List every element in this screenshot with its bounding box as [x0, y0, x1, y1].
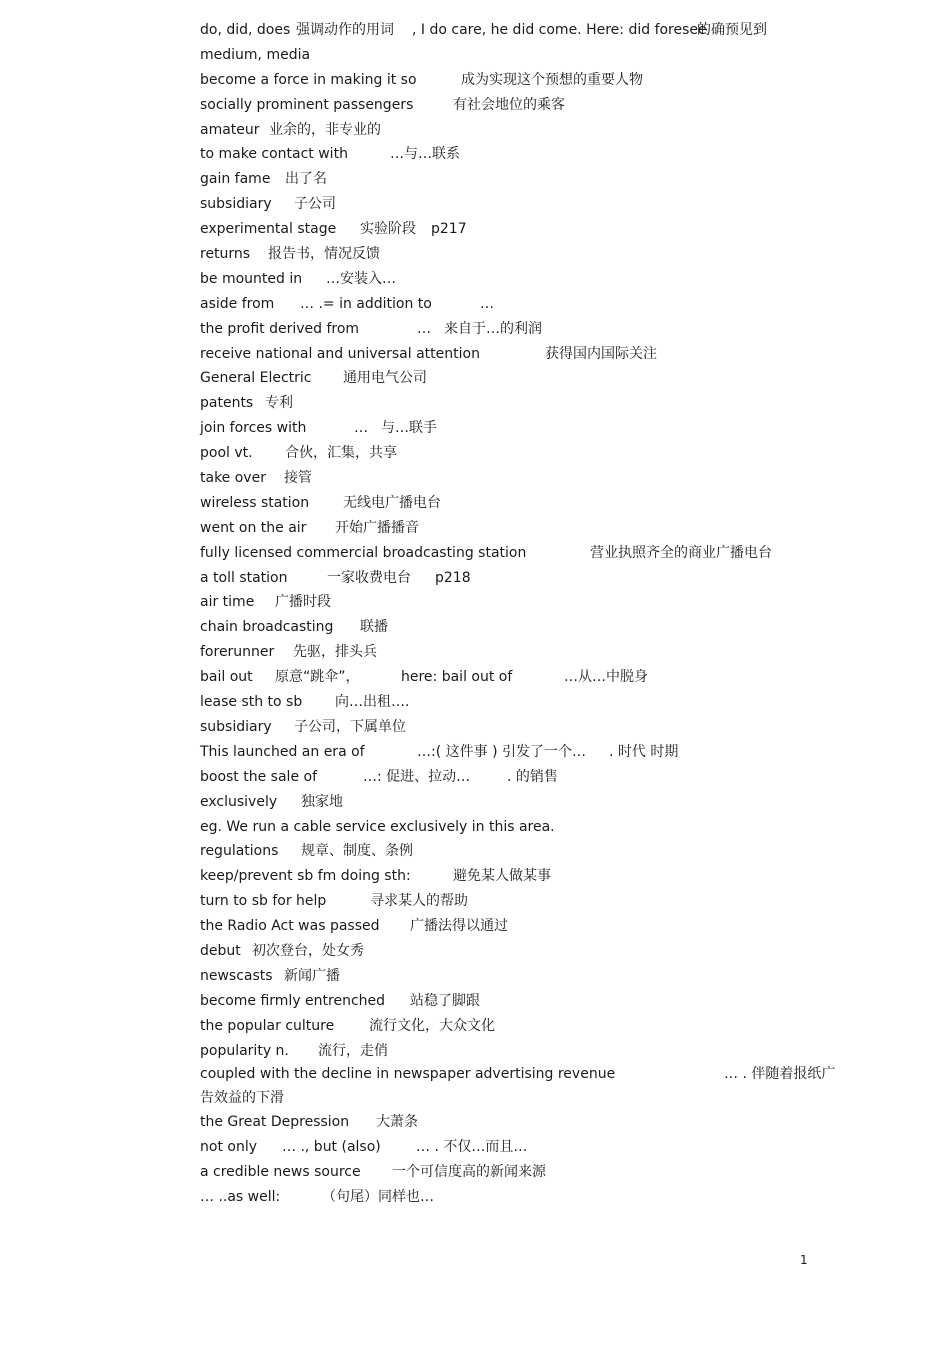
- gloss-text: … .= in addition to: [300, 295, 432, 312]
- gloss-text: 实验阶段: [360, 221, 416, 238]
- vocab-line: [200, 541, 860, 566]
- term-amateur: amateur: [200, 121, 260, 138]
- gloss-text: 成为实现这个预想的重要人物: [461, 71, 643, 88]
- vocab-line: [200, 566, 860, 591]
- vocab-line: [200, 765, 860, 790]
- gloss-text: 业余的，非专业的: [269, 121, 381, 138]
- gloss-text: 来自于…的利润: [444, 320, 542, 337]
- gloss-text-continued: 告效益的下滑: [200, 1089, 284, 1106]
- gloss-text: 广播时段: [275, 594, 331, 611]
- term-as-well: … ..as well:: [200, 1189, 281, 1206]
- term-bail-out: bail out: [200, 669, 253, 686]
- gloss-text: 接管: [284, 470, 312, 487]
- vocab-line: [200, 715, 860, 740]
- gloss-text: p217: [431, 221, 467, 238]
- vocab-line: [200, 516, 860, 541]
- term-not-only: not only: [200, 1139, 257, 1156]
- term-the-popular-culture: the popular culture: [200, 1017, 335, 1034]
- gloss-text: 有社会地位的乘客: [453, 96, 565, 113]
- vocab-line: [200, 242, 860, 267]
- gloss-text: 新闻广播: [284, 967, 340, 984]
- vocabulary-list: [200, 18, 860, 1210]
- gloss-text: 联播: [360, 619, 388, 636]
- term-a-toll-station: a toll station: [200, 569, 288, 586]
- term-eg-we-run-a-cable-service-excl: eg. We run a cable service exclusively in this area.: [200, 818, 555, 835]
- gloss-text: 初次登台，处女秀: [252, 942, 364, 959]
- term-to-make-contact-with: to make contact with: [200, 146, 348, 163]
- term-debut: debut: [200, 942, 241, 959]
- gloss-text: …与…联系: [390, 146, 460, 163]
- gloss-text: 避免某人做某事: [453, 868, 551, 885]
- term-do-did-does: do, did, does: [200, 22, 291, 38]
- gloss-text: 站稳了脚跟: [410, 992, 480, 1009]
- vocab-line: [200, 1110, 860, 1135]
- term-this-launched-an-era-of: This launched an era of: [200, 743, 365, 760]
- gloss-text: 的确预见到: [697, 22, 767, 38]
- term-the-profit-derived-from: the profit derived from: [200, 320, 360, 337]
- term-socially-prominent-passengers: socially prominent passengers: [200, 96, 414, 113]
- gloss-text: 大萧条: [376, 1114, 418, 1131]
- vocab-line: [200, 466, 860, 491]
- gloss-text: 报告书，情况反馈: [268, 246, 380, 263]
- vocab-line: [200, 416, 860, 441]
- vocab-line: [200, 18, 860, 43]
- vocab-line: [200, 889, 860, 914]
- term-medium-media: medium, media: [200, 46, 311, 63]
- vocab-line: [200, 989, 860, 1014]
- gloss-text: 规章、制度、条例: [301, 843, 413, 860]
- vocab-line: [200, 740, 860, 765]
- gloss-text: 一个可信度高的新闻来源: [392, 1164, 546, 1181]
- vocab-line: [200, 366, 860, 391]
- term-wireless-station: wireless station: [200, 494, 310, 511]
- vocab-line: [200, 292, 860, 317]
- term-forerunner: forerunner: [200, 644, 275, 661]
- vocab-line: [200, 939, 860, 964]
- vocab-line: [200, 491, 860, 516]
- term-regulations: regulations: [200, 843, 279, 860]
- vocab-line: [200, 1185, 860, 1210]
- term-gain-fame: gain fame: [200, 171, 271, 188]
- vocab-line: [200, 839, 860, 864]
- term-boost-the-sale-of: boost the sale of: [200, 768, 317, 785]
- vocab-line: [200, 118, 860, 143]
- term-keep-prevent-sb-fm-doing-sth: keep/prevent sb fm doing sth:: [200, 868, 411, 885]
- gloss-text: 获得国内国际关注: [545, 345, 657, 362]
- term-chain-broadcasting: chain broadcasting: [200, 619, 334, 636]
- gloss-text: … . 不仅…而且…: [416, 1139, 528, 1156]
- vocab-line: [200, 93, 860, 118]
- vocab-line: [200, 142, 860, 167]
- vocab-line: [200, 217, 860, 242]
- gloss-text: 子公司: [294, 196, 336, 213]
- gloss-text: 流行，走俏: [318, 1042, 388, 1059]
- gloss-text: 先驱，排头兵: [293, 644, 377, 661]
- vocab-line: [200, 167, 860, 192]
- term-air-time: air time: [200, 594, 255, 611]
- term-join-forces-with: join forces with: [200, 420, 307, 437]
- vocab-line: [200, 640, 860, 665]
- gloss-text: 营业执照齐全的商业广播电台: [590, 544, 772, 561]
- vocab-line: [200, 43, 860, 68]
- term-pool-vt: pool vt.: [200, 445, 253, 462]
- term-general-electric: General Electric: [200, 370, 312, 387]
- gloss-text: 向…出租….: [335, 694, 410, 711]
- gloss-text: 子公司，下属单位: [294, 718, 406, 735]
- term-coupled-with: coupled with the decline in newspaper advertising revenue: [200, 1066, 616, 1083]
- gloss-text: 合伙，汇集，共享: [285, 445, 397, 462]
- term-receive-national-and-universal: receive national and universal attention: [200, 345, 480, 362]
- gloss-text: …安装入…: [326, 270, 396, 287]
- gloss-text: …: 促进、拉动…: [363, 768, 471, 785]
- gloss-text: … ., but (also): [282, 1139, 381, 1156]
- term-fully-licensed-commercial-broa: fully licensed commercial broadcasting station: [200, 544, 527, 561]
- gloss-text: … . 伴随着报纸广: [724, 1066, 836, 1083]
- term-aside-from: aside from: [200, 295, 275, 312]
- gloss-text: …: [417, 320, 431, 337]
- gloss-text: 强调动作的用词: [296, 22, 394, 38]
- gloss-text: …: [480, 295, 494, 312]
- gloss-text: here: bail out of: [401, 669, 513, 686]
- term-a-credible-news-source: a credible news source: [200, 1164, 361, 1181]
- term-turn-to-sb-for-help: turn to sb for help: [200, 893, 327, 910]
- vocab-line: [200, 1039, 860, 1064]
- vocab-line: [200, 690, 860, 715]
- gloss-text: …从…中脱身: [564, 669, 648, 686]
- gloss-text: 寻求某人的帮助: [370, 893, 468, 910]
- vocab-line: [200, 790, 860, 815]
- gloss-text: 通用电气公司: [343, 370, 427, 387]
- gloss-text: 与…联手: [381, 420, 437, 437]
- term-exclusively: exclusively: [200, 793, 278, 810]
- gloss-text: …: [354, 420, 368, 437]
- vocab-line: [200, 317, 860, 342]
- gloss-text: 原意“跳伞”，: [275, 669, 360, 686]
- gloss-text: 无线电广播电台: [343, 494, 441, 511]
- gloss-text: （句尾）同样也…: [322, 1189, 434, 1206]
- gloss-text: 一家收费电台: [327, 569, 411, 586]
- term-newscasts: newscasts: [200, 967, 273, 984]
- term-popularity-n: popularity n.: [200, 1042, 289, 1059]
- gloss-text: 独家地: [301, 793, 343, 810]
- term-experimental-stage: experimental stage: [200, 221, 337, 238]
- page-number: 1: [800, 1253, 808, 1267]
- term-patents: patents: [200, 395, 254, 412]
- gloss-text: , I do care, he did come. Here: did foresee: [412, 22, 707, 38]
- term-take-over: take over: [200, 470, 266, 487]
- vocab-line: [200, 267, 860, 292]
- gloss-text: 流行文化，大众文化: [369, 1017, 495, 1034]
- vocab-line: [200, 1014, 860, 1039]
- gloss-text: 广播法得以通过: [410, 918, 508, 935]
- vocab-line: [200, 665, 860, 690]
- vocab-line: [200, 914, 860, 939]
- gloss-text: 出了名: [285, 171, 327, 188]
- gloss-text: …:( 这件事 ) 引发了一个…: [417, 743, 586, 760]
- vocab-line: [200, 192, 860, 217]
- gloss-text: p218: [435, 569, 471, 586]
- gloss-text: 开始广播播音: [335, 519, 419, 536]
- term-subsidiary: subsidiary: [200, 196, 272, 213]
- vocab-line: [200, 864, 860, 889]
- vocab-line: [200, 590, 860, 615]
- term-the-great-depression: the Great Depression: [200, 1114, 350, 1131]
- vocab-line: [200, 1135, 860, 1160]
- vocab-line-wrapped: [200, 1063, 860, 1110]
- vocab-line: [200, 342, 860, 367]
- term-become-firmly-entrenched: become firmly entrenched: [200, 992, 386, 1009]
- vocab-line: [200, 68, 860, 93]
- vocab-line: [200, 815, 860, 840]
- vocab-line: [200, 964, 860, 989]
- vocab-line: [200, 441, 860, 466]
- vocab-line: [200, 615, 860, 640]
- term-be-mounted-in: be mounted in: [200, 270, 303, 287]
- term-lease-sth-to-sb: lease sth to sb: [200, 694, 303, 711]
- gloss-text: 专利: [265, 395, 293, 412]
- vocab-line: [200, 391, 860, 416]
- term-went-on-the-air: went on the air: [200, 519, 307, 536]
- term-returns: returns: [200, 246, 251, 263]
- term-subsidiary: subsidiary: [200, 718, 272, 735]
- gloss-text: . 的销售: [507, 768, 558, 785]
- vocab-line: [200, 1160, 860, 1185]
- term-become-a-force-in-making-it-so: become a force in making it so: [200, 71, 417, 88]
- term-the-radio-act-was-passed: the Radio Act was passed: [200, 918, 380, 935]
- gloss-text: . 时代 时期: [609, 743, 679, 760]
